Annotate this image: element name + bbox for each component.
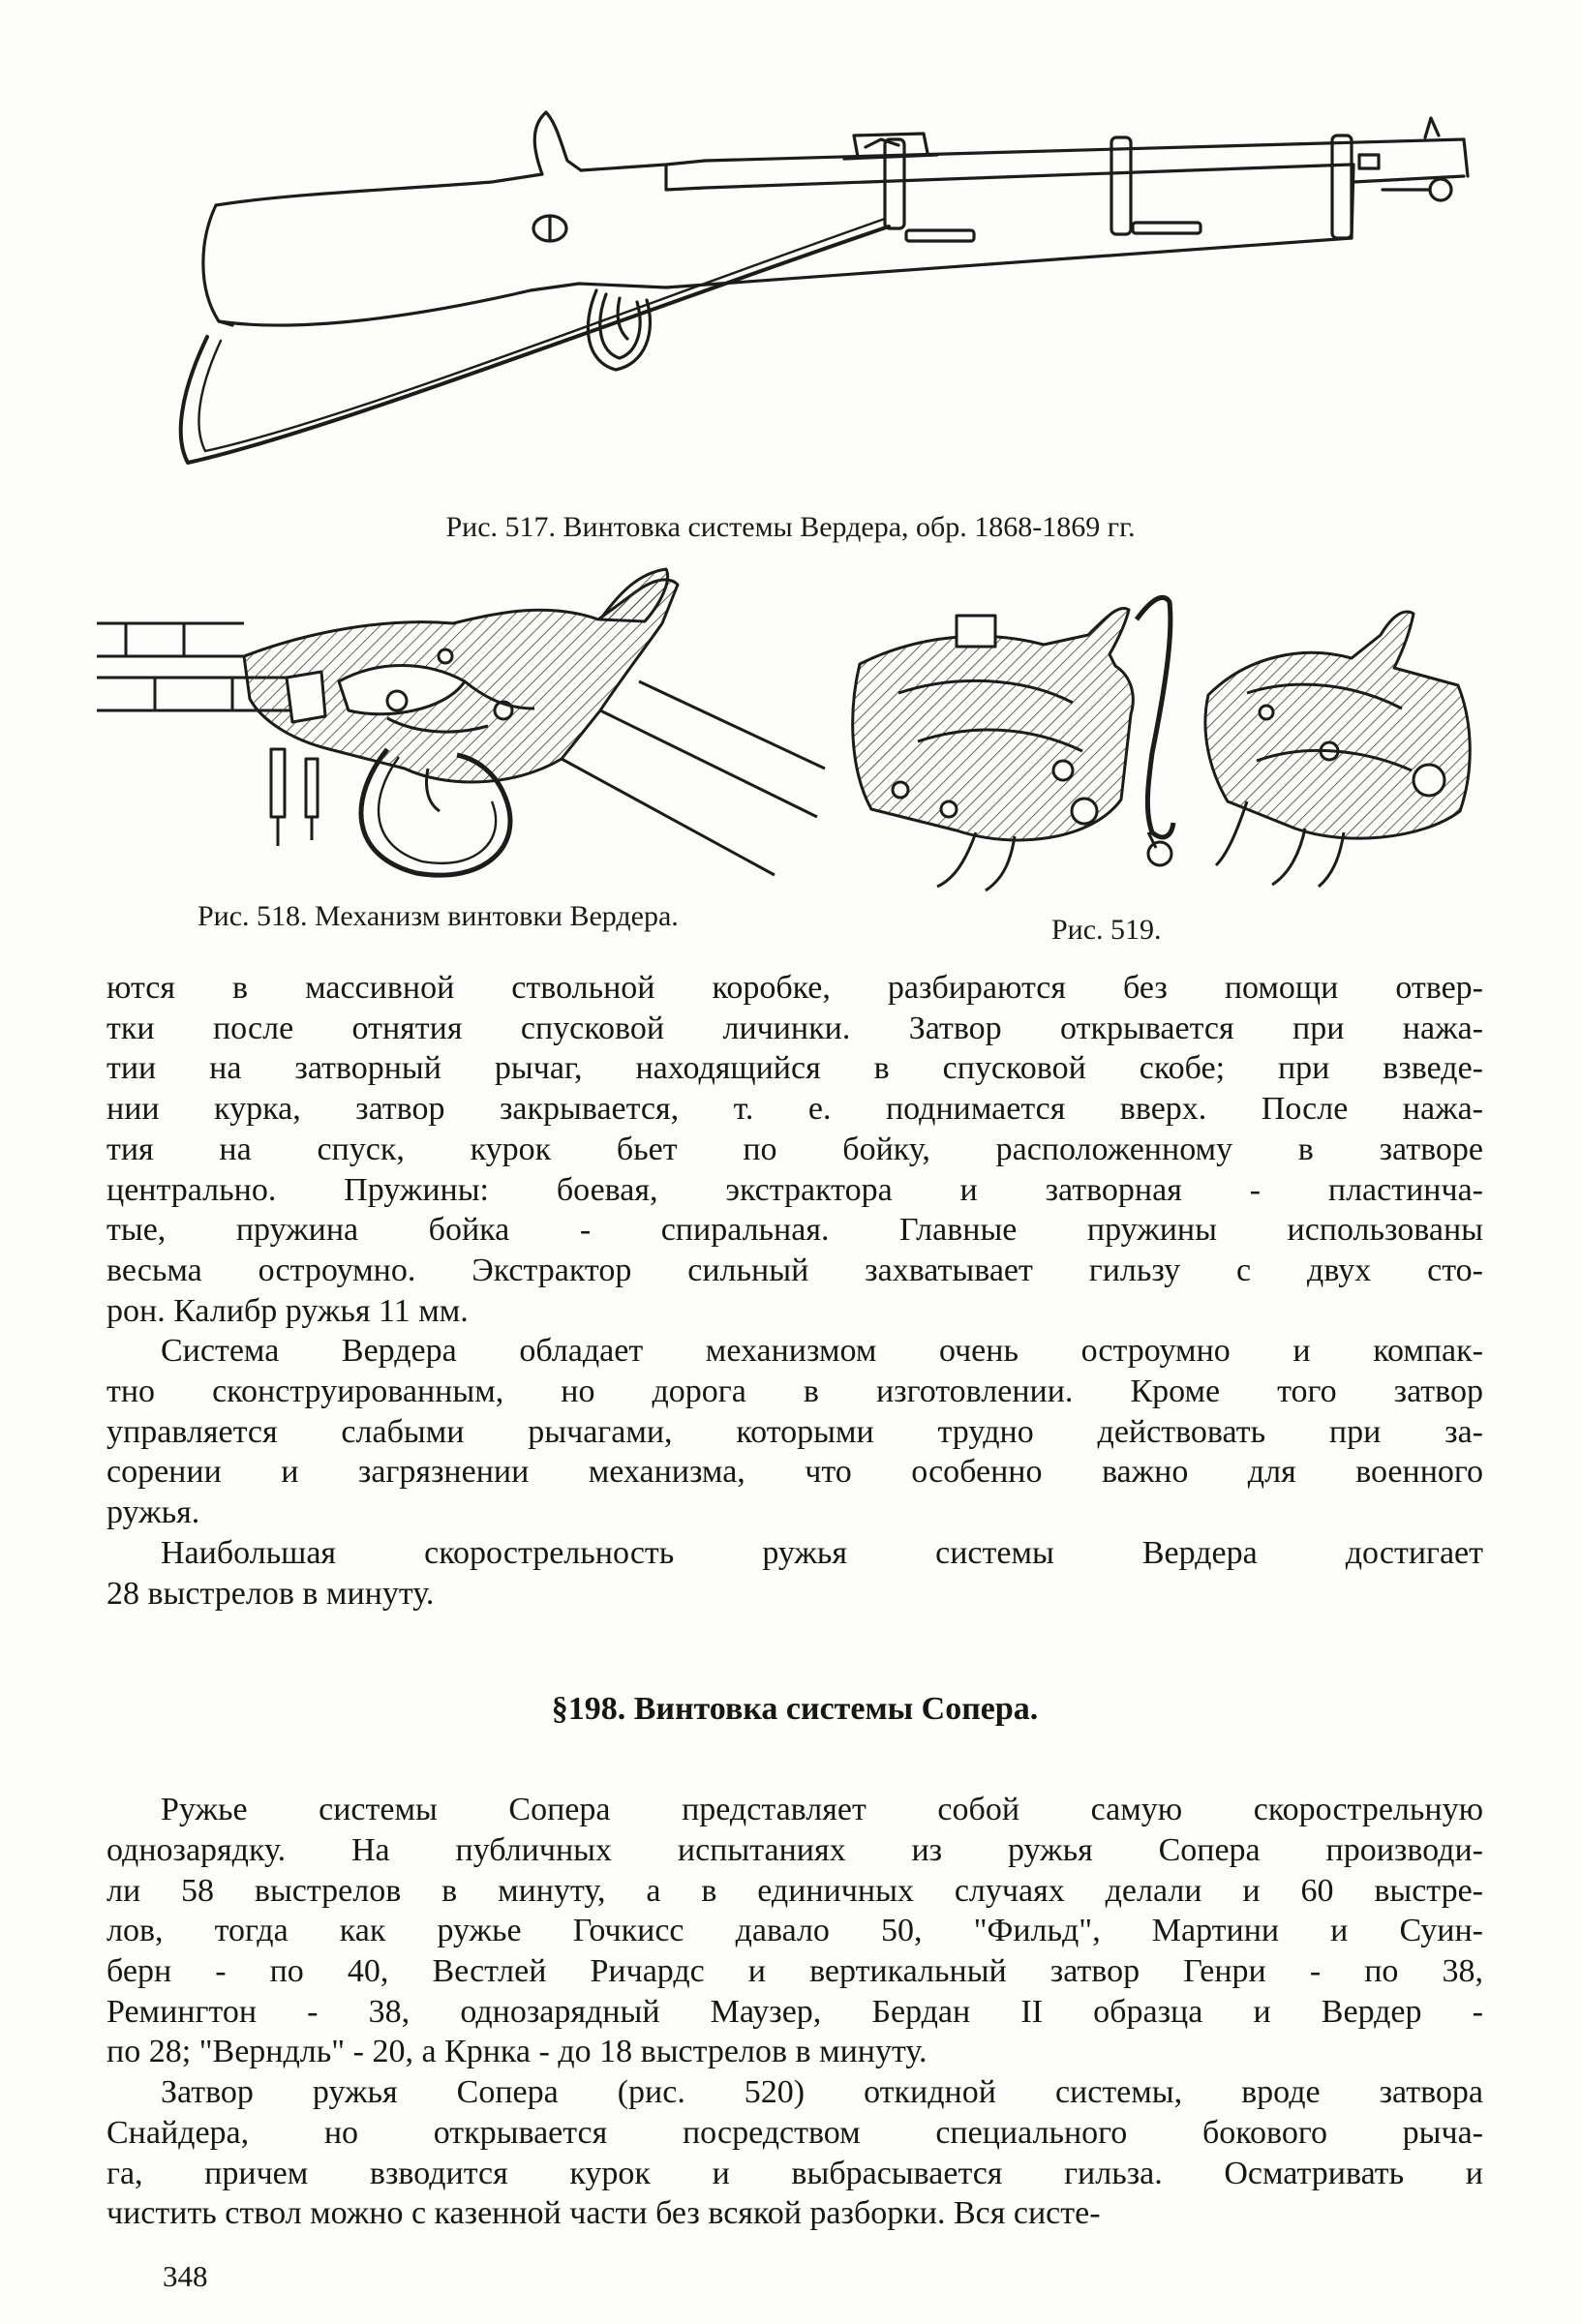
text-line: центрально. Пружины: боевая, экстрактора и затворная - пластинча- bbox=[106, 1171, 1483, 1208]
paragraph-2 bbox=[106, 1331, 1483, 1533]
text-line: берн - по 40, Вестлей Ричардс и вертикальный затвор Генри - по 38, bbox=[106, 1953, 1483, 1990]
figure-517-caption: Рис. 517. Винтовка системы Вердера, обр. 1868-1869 гг. bbox=[445, 511, 1136, 543]
text-line: по 28; "Верндль" - 20, а Крнка - до 18 выстрелов в минуту. bbox=[106, 2034, 927, 2070]
text-line: лов, тогда как ружье Гочкисс давало 50, "Фильд", Мартини и Суин- bbox=[106, 1913, 1483, 1949]
text-line: тия на спуск, курок бьет по бойку, расположенному в затворе bbox=[106, 1131, 1483, 1167]
text-line: ли 58 выстрелов в минуту, а в единичных случаях делали и 60 выстре- bbox=[106, 1872, 1483, 1909]
text-line: Затвор ружья Сопера (рис. 520) откидной системы, вроде затвора bbox=[161, 2074, 1483, 2111]
text-line: 28 выстрелов в минуту. bbox=[106, 1575, 435, 1612]
text-line: однозарядку. На публичных испытаниях из ружья Сопера производи- bbox=[106, 1831, 1483, 1868]
text-line: весьма остроумно. Экстрактор сильный захватывает гильзу с двух сто- bbox=[106, 1252, 1483, 1288]
rifle-illustration-icon bbox=[124, 97, 1479, 503]
text-line: ружья. bbox=[106, 1494, 200, 1531]
paragraph-1 bbox=[106, 968, 1483, 1331]
text-line: тии на затворный рычаг, находящийся в спусковой скобе; при взведе- bbox=[106, 1050, 1483, 1087]
text-line: Система Вердера обладает механизмом очень остроумно и компак- bbox=[161, 1333, 1483, 1370]
mechanism-cross-section-icon bbox=[97, 563, 833, 883]
body-text bbox=[106, 968, 1483, 2234]
text-line: нии курка, затвор закрывается, т. е. поднимается вверх. После нажа- bbox=[106, 1091, 1483, 1128]
text-line: Снайдера, но открывается посредством специального бокового рыча- bbox=[106, 2114, 1483, 2151]
text-line: Ремингтон - 38, однозарядный Маузер, Бердан II образца и Вердер - bbox=[106, 1993, 1483, 2030]
figure-517 bbox=[124, 97, 1479, 503]
text-line: сорении и загрязнении механизма, что особенно важно для военного bbox=[106, 1454, 1483, 1491]
text-line: ются в массивной ствольной коробке, разбираются без помощи отвер- bbox=[106, 970, 1483, 1006]
paragraph-4 bbox=[106, 1790, 1483, 2072]
text-line: тые, пружина бойка - спиральная. Главные пружины использованы bbox=[106, 1212, 1483, 1249]
text-line: рон. Калибр ружья 11 мм. bbox=[106, 1292, 469, 1329]
figure-518-caption: Рис. 518. Механизм винтовки Вердера. bbox=[198, 900, 679, 932]
text-line: га, причем взводится курок и выбрасывается гильза. Осматривать и bbox=[106, 2155, 1483, 2191]
text-line: чистить ствол можно с казенной части без всякой разборки. Вся систе- bbox=[106, 2195, 1101, 2232]
mechanism-parts-icon bbox=[840, 577, 1479, 896]
section-heading: §198. Винтовка системы Сопера. bbox=[551, 1691, 1039, 1728]
text-line: тно сконструированным, но дорога в изготовлении. Кроме того затвор bbox=[106, 1373, 1483, 1410]
text-line: тки после отнятия спусковой личинки. Затвор открывается при нажа- bbox=[106, 1010, 1483, 1046]
figure-519-caption: Рис. 519. bbox=[1051, 914, 1162, 946]
figure-519 bbox=[840, 577, 1479, 896]
paragraph-3 bbox=[106, 1533, 1483, 1614]
paragraph-5 bbox=[106, 2072, 1483, 2234]
text-line: управляется слабыми рычагами, которыми трудно действовать при за- bbox=[106, 1413, 1483, 1450]
text-line: Ружье системы Сопера представляет собой самую скорострельную bbox=[161, 1792, 1483, 1828]
figure-518 bbox=[97, 563, 833, 883]
page-number: 348 bbox=[163, 2259, 208, 2293]
text-line: Наибольшая скорострельность ружья системы Вердера достигает bbox=[161, 1534, 1483, 1571]
